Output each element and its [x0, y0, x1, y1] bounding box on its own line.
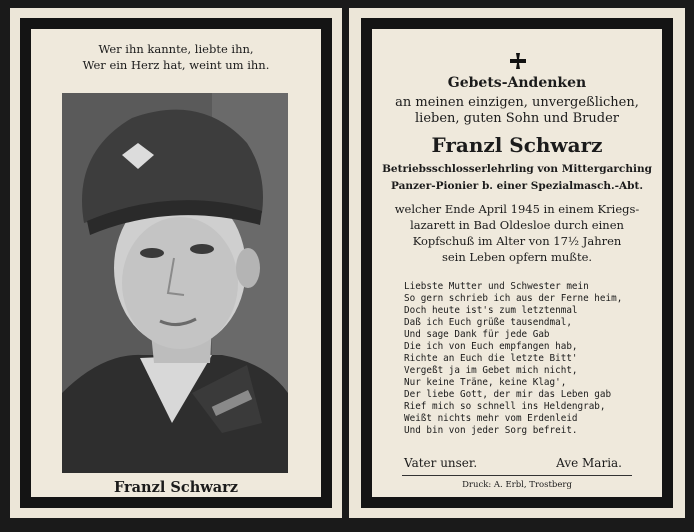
printer-credit: Druck: A. Erbl, Trostberg: [462, 480, 572, 490]
left-panel: [31, 29, 321, 497]
poem-line: Daß ich Euch grüße tausendmal,: [404, 317, 572, 328]
intro-line-1: an meinen einzigen, unvergeßlichen,: [395, 95, 639, 110]
poem-line: Rief mich so schnell ins Heldengrab,: [404, 401, 606, 412]
footer-divider: [402, 475, 632, 476]
title-line-1: Betriebsschlosserlehrling von Mittergarching: [382, 163, 652, 175]
death-line-4: sein Leben opfern mußte.: [441, 250, 593, 264]
right-panel: [372, 29, 662, 497]
poem-line: Und sage Dank für jede Gab: [404, 329, 550, 340]
prayer-our-father: Vater unser.: [404, 456, 478, 470]
poem-line: Weißt nichts mehr vom Erdenleid: [404, 413, 578, 424]
poem-line: Doch heute ist's zum letztenmal: [404, 305, 578, 316]
poem-line: Richte an Euch die letzte Bitt': [404, 353, 578, 364]
verse-line-2: Wer ein Herz hat, weint um ihn.: [82, 58, 270, 72]
death-line-3: Kopfschuß im Alter von 17½ Jahren: [412, 234, 622, 248]
iron-cross-icon: [510, 53, 526, 69]
poem-line: Vergeßt ja im Gebet mich nicht,: [404, 365, 578, 376]
poem-line: So gern schrieb ich aus der Ferne heim,: [404, 293, 623, 304]
prayer-ave-maria: Ave Maria.: [556, 456, 622, 470]
death-line-1: welcher Ende April 1945 in einem Kriegs-: [394, 202, 640, 216]
poem-line: Nur keine Träne, keine Klag',: [404, 377, 567, 388]
heading: Gebets-Andenken: [447, 75, 587, 91]
right-black-border: [361, 18, 673, 508]
right-card: [349, 8, 685, 518]
left-black-border: [20, 18, 332, 508]
photo-caption: Franzl Schwarz: [113, 479, 238, 496]
death-line-2: lazarett in Bad Oldesloe durch einen: [410, 218, 624, 232]
poem-line: Die ich von Euch empfangen hab,: [404, 341, 578, 352]
title-line-2: Panzer-Pionier b. einer Spezialmasch.-Abt.: [391, 180, 643, 192]
poem-line: Der liebe Gott, der mir das Leben gab: [404, 389, 612, 400]
deceased-name: Franzl Schwarz: [431, 133, 603, 157]
poem-line: Liebste Mutter und Schwester mein: [404, 281, 589, 292]
portrait-photo: [62, 93, 288, 473]
poem-line: Und bin von jeder Sorg befreit.: [404, 425, 578, 436]
intro-line-2: lieben, guten Sohn und Bruder: [415, 111, 619, 126]
left-card: [10, 8, 342, 518]
verse-line-1: Wer ihn kannte, liebte ihn,: [98, 42, 254, 56]
